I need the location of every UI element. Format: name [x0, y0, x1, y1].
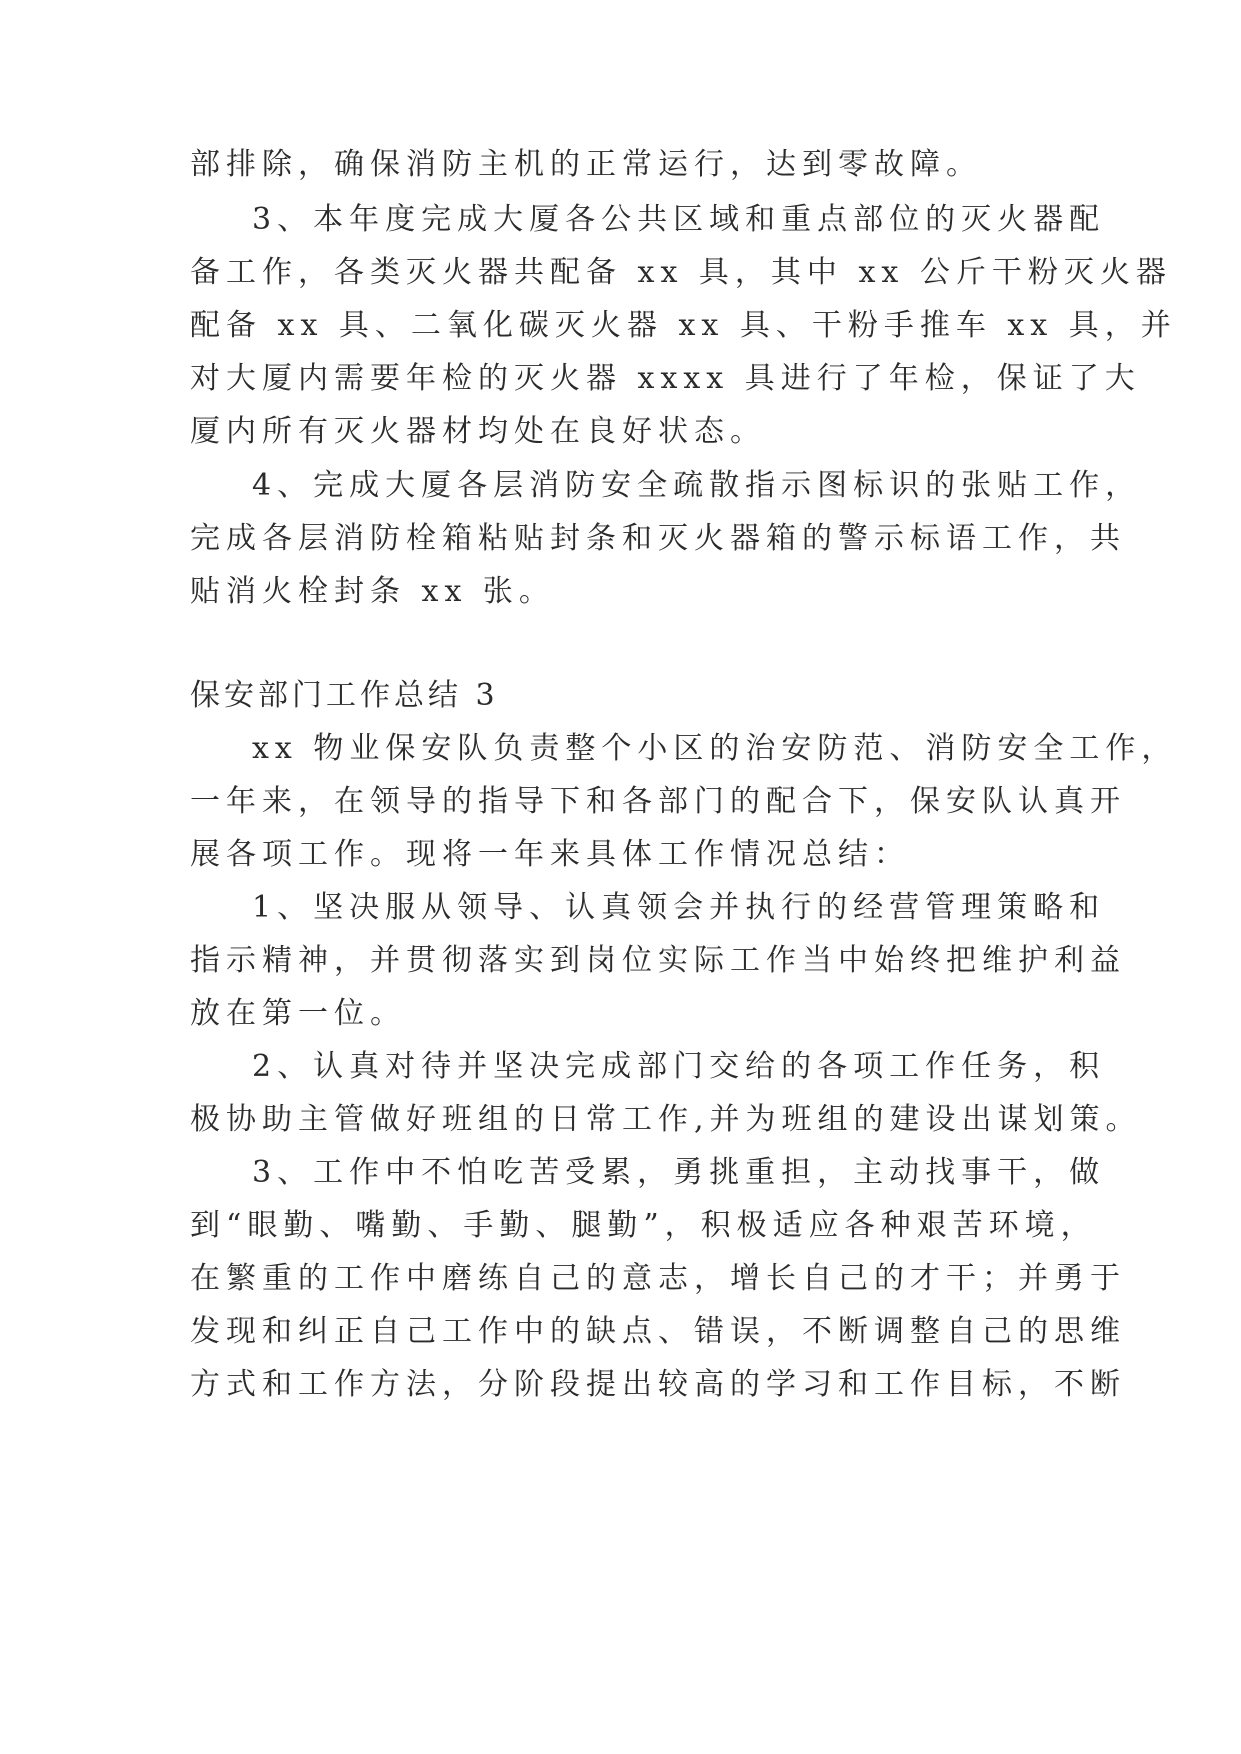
paragraph-line: 一年来，在领导的指导下和各部门的配合下，保安队认真开 — [190, 784, 1126, 819]
paragraph-line: 备工作，各类灭火器共配备 xx 具，其中 xx 公斤干粉灭火器 — [190, 255, 1172, 290]
paragraph-line: 3、本年度完成大厦各公共区域和重点部位的灭火器配 — [252, 202, 1106, 237]
paragraph-line: 3、工作中不怕吃苦受累，勇挑重担，主动找事干，做 — [252, 1155, 1106, 1190]
paragraph-line: 完成各层消防栓箱粘贴封条和灭火器箱的警示标语工作，共 — [190, 521, 1126, 556]
paragraph-line: 极协助主管做好班组的日常工作,并为班组的建设出谋划策。 — [190, 1102, 1142, 1137]
paragraph-line: xx 物业保安队负责整个小区的治安防范、消防安全工作， — [252, 731, 1178, 766]
paragraph-line: 指示精神，并贯彻落实到岗位实际工作当中始终把维护利益 — [190, 943, 1126, 978]
paragraph-line: 厦内所有灭火器材均处在良好状态。 — [190, 414, 766, 449]
paragraph-line: 放在第一位。 — [190, 996, 406, 1031]
paragraph-line: 部排除，确保消防主机的正常运行，达到零故障。 — [190, 147, 982, 182]
paragraph-line: 展各项工作。现将一年来具体工作情况总结： — [190, 837, 910, 872]
paragraph-line: 发现和纠正自己工作中的缺点、错误，不断调整自己的思维 — [190, 1314, 1126, 1349]
paragraph-line: 对大厦内需要年检的灭火器 xxxx 具进行了年检，保证了大 — [190, 361, 1141, 396]
paragraph-line: 到“眼勤、嘴勤、手勤、腿勤”，积极适应各种艰苦环境， — [190, 1208, 1097, 1243]
paragraph-line: 配备 xx 具、二氧化碳灭火器 xx 具、干粉手推车 xx 具，并 — [190, 308, 1177, 343]
paragraph-line: 在繁重的工作中磨练自己的意志，增长自己的才干；并勇于 — [190, 1261, 1126, 1296]
paragraph-line: 4、完成大厦各层消防安全疏散指示图标识的张贴工作， — [252, 468, 1142, 503]
section-title: 保安部门工作总结 3 — [190, 678, 499, 713]
paragraph-line: 2、认真对待并坚决完成部门交给的各项工作任务，积 — [252, 1049, 1106, 1084]
paragraph-line: 贴消火栓封条 xx 张。 — [190, 574, 555, 609]
paragraph-line: 1、坚决服从领导、认真领会并执行的经营管理策略和 — [252, 890, 1106, 925]
paragraph-line: 方式和工作方法，分阶段提出较高的学习和工作目标，不断 — [190, 1367, 1126, 1402]
